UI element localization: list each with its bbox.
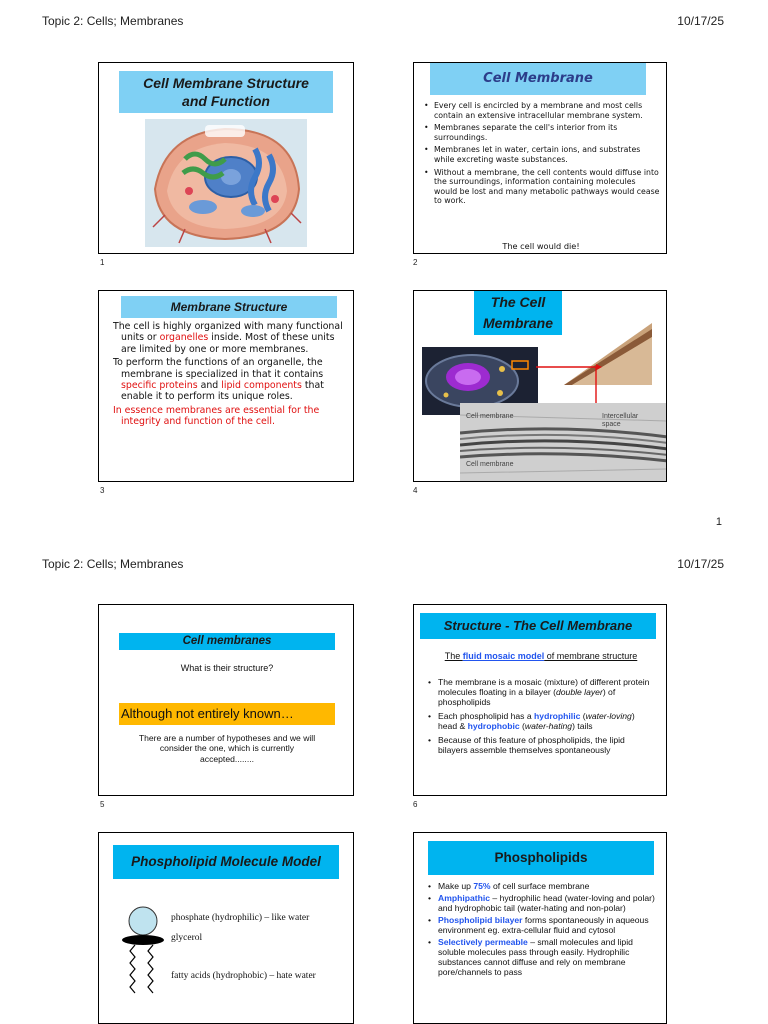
slide-6-bullet: • Because of this feature of phospholipids, the lipid bilayers assemble themselves spontaneously <box>428 735 656 755</box>
slide-3 <box>98 290 354 482</box>
slide-5 <box>98 604 354 796</box>
slide-2-bullets <box>424 101 660 206</box>
page1-header-right: 10/17/25 <box>677 14 724 28</box>
slide-2-bullet: • Membranes separate the cell's interior from its surroundings. <box>424 123 660 142</box>
slide-6-number: 6 <box>413 800 418 809</box>
slide-3-paragraph-3: In essence membranes are essential for the integrity and function of the cell. <box>113 404 320 428</box>
page-number: 1 <box>715 516 722 528</box>
slide-5-title: Cell membranes <box>119 633 335 650</box>
slide-7 <box>98 832 354 1024</box>
slide-5-highlight: Although not entirely known… <box>119 703 335 725</box>
slide-6-bullets <box>428 677 656 755</box>
cell-diagram-illustration <box>145 119 307 247</box>
slide-4 <box>413 290 667 482</box>
slide-1-title: Cell Membrane Structure and Function <box>119 71 333 113</box>
slide-2-bullet: • Membranes let in water, certain ions, and substrates while excreting waste substances. <box>424 145 660 164</box>
slide-5-number: 5 <box>100 800 105 809</box>
page2-header-right: 10/17/25 <box>677 557 724 571</box>
electron-micrograph <box>460 403 667 482</box>
slide-3-number: 3 <box>100 486 105 495</box>
label-intercellular-space: Intercellular space <box>602 413 639 428</box>
page1-header-left: Topic 2: Cells; Membranes <box>42 14 184 28</box>
slide-8-bullet: • Phospholipid bilayer forms spontaneously in aqueous environment eg. extra-cellular fluid and cytosol <box>428 915 658 935</box>
slide-5-body: There are a number of hypotheses and we will consider the one, which is currently accepted........ <box>138 733 316 764</box>
slide-2-bullet: • Every cell is encircled by a membrane and most cells contain an extensive intracellular membrane system. <box>424 101 660 120</box>
slide-6-title: Structure - The Cell Membrane <box>420 613 656 639</box>
slide-2-bullet: • Without a membrane, the cell contents would diffuse into the surroundings, information containing molecules would be lost and many metabolic pathways would cease to work. <box>424 168 660 206</box>
slide-4-number: 4 <box>413 486 418 495</box>
slide-5-question: What is their structure? <box>180 663 274 673</box>
slide-8-bullet: • Amphipathic – hydrophilic head (water-loving and polar) and hydrophobic tail (water-hating and non-polar) <box>428 893 658 913</box>
slide-8-bullets <box>428 881 658 977</box>
label-cell-membrane-top: Cell membrane <box>466 413 514 420</box>
slide-3-body <box>113 321 345 428</box>
slide-1-number: 1 <box>100 258 105 267</box>
label-cell-membrane-bottom: Cell membrane <box>466 461 514 468</box>
slide-3-paragraph-1: The cell is highly organized with many functional units or organelles inside. Most of these units are limited by one or more membranes. <box>113 321 343 355</box>
label-phosphate: phosphate (hydrophilic) – like water <box>171 913 310 923</box>
slide-6 <box>413 604 667 796</box>
slide-7-title: Phospholipid Molecule Model <box>113 845 339 879</box>
phospholipid-molecule-drawing <box>119 905 173 1005</box>
page2-header-left: Topic 2: Cells; Membranes <box>42 557 184 571</box>
slide-8-bullet: • Make up 75% of cell surface membrane <box>428 881 658 891</box>
slide-8-title: Phospholipids <box>428 841 654 875</box>
slide-2 <box>413 62 667 254</box>
slide-8 <box>413 832 667 1024</box>
slide-3-paragraph-2: To perform the functions of an organelle, the membrane is specialized in that it contains specific proteins and lipid components that enable it to perform its unique roles. <box>113 357 324 403</box>
slide-4-title: The Cell Membrane <box>474 291 562 335</box>
slide-6-subtitle: The fluid mosaic model of membrane structure <box>444 651 638 661</box>
slide-2-title: Cell Membrane <box>430 63 646 95</box>
slide-6-bullet: • The membrane is a mosaic (mixture) of different protein molecules floating in a bilayer (double layer) of phospholipids <box>428 677 656 707</box>
label-fatty-acids: fatty acids (hydrophobic) – hate water <box>171 971 316 981</box>
slide-3-title: Membrane Structure <box>121 296 337 318</box>
slide-1 <box>98 62 354 254</box>
slide-8-bullet: • Selectively permeable – small molecules and lipid soluble molecules pass through easily. Hydrophilic substances cannot diffuse and rely on membrane pore/channels to pass <box>428 937 658 977</box>
slide-2-closing: The cell would die! <box>502 241 580 251</box>
slide-6-bullet: • Each phospholipid has a hydrophilic (water-loving) head & hydrophobic (water-hating) tails <box>428 711 656 731</box>
label-glycerol: glycerol <box>171 933 203 943</box>
slide-2-number: 2 <box>413 258 418 267</box>
